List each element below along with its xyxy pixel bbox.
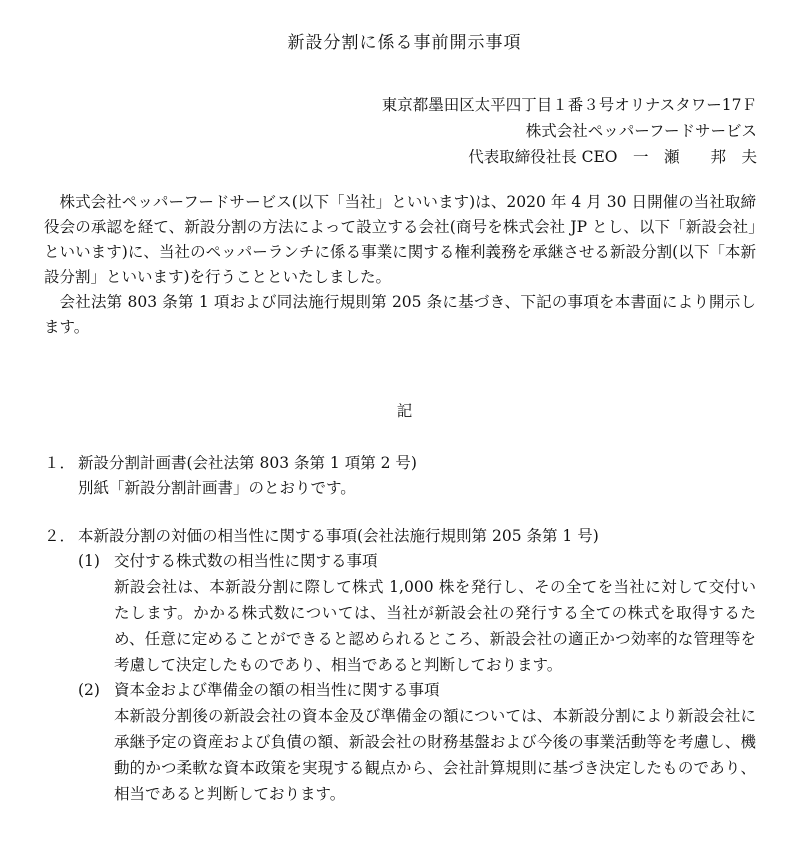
sender-company: 株式会社ペッパーフードサービス bbox=[525, 122, 757, 140]
subsection-1 bbox=[78, 549, 756, 678]
section-heading bbox=[44, 451, 756, 476]
ki-heading: 記 bbox=[396, 402, 413, 420]
intro-paragraph: 会社法第 803 条第 1 項および同法施行規則第 205 条に基づき、下記の事項を本書面により開示します。 bbox=[44, 293, 756, 336]
document-title: 新設分割に係る事前開示事項 bbox=[287, 33, 522, 53]
subsection-heading bbox=[78, 549, 756, 574]
subsection-body: 本新設分割後の新設会社の資本金及び準備金の額については、本新設分割により新設会社に承継予定の資産および負債の額、新設会社の財務基盤および今後の事業活動等を考慮し、機動的かつ柔軟な資本政策を実現する観点から、会社計算規則に基づき決定したものであり、相当であると判断しております。 bbox=[114, 707, 756, 803]
section-number: ２． bbox=[44, 527, 76, 545]
subsection-number: (1) bbox=[78, 552, 100, 570]
subsection-2 bbox=[78, 678, 756, 807]
sender-address: 東京都墨田区太平四丁目１番３号オリナスタワー17Ｆ bbox=[381, 96, 757, 114]
intro-block bbox=[44, 190, 756, 340]
subsection-title: 交付する株式数の相当性に関する事項 bbox=[114, 552, 378, 570]
subsection-title: 資本金および準備金の額の相当性に関する事項 bbox=[114, 681, 440, 699]
section-number: １． bbox=[44, 454, 76, 472]
section-title: 本新設分割の対価の相当性に関する事項(会社法施行規則第 205 条第 1 号) bbox=[78, 527, 599, 545]
section-body: 別紙「新設分割計画書」のとおりです。 bbox=[78, 479, 356, 497]
subsection-body: 新設会社は、本新設分割に際して株式 1,000 株を発行し、その全てを当社に対して交付いたします。かかる株式数については、当社が新設会社の発行する全ての株式を取得するため、任意に定めることができると認められるところ、新設会社の適正かつ効率的な管理等を考慮して決定したものであり、相当であると判断しております。 bbox=[114, 578, 756, 674]
sender-block bbox=[382, 92, 757, 170]
subsection-heading bbox=[78, 678, 756, 703]
subsection-number: (2) bbox=[78, 681, 100, 699]
section-title: 新設分割計画書(会社法第 803 条第 1 項第 2 号) bbox=[78, 454, 417, 472]
section-1 bbox=[44, 451, 756, 501]
intro-paragraph: 株式会社ペッパーフードサービス(以下「当社」といいます)は、2020 年 4 月 30 日開催の当社取締役会の承認を経て、新設分割の方法によって設立する会社(商号を株式会社 JP とし、以下「新設会社」といいます)に、当社のペッパーランチに係る事業に関する権利義務を承継させる新設分割(以下「本新設分割」といいます)を行うことといたしました。 bbox=[44, 193, 756, 286]
sender-representative: 代表取締役社長 CEO 一 瀬 邦 夫 bbox=[468, 148, 757, 166]
section-2 bbox=[44, 524, 756, 807]
section-heading bbox=[44, 524, 756, 549]
